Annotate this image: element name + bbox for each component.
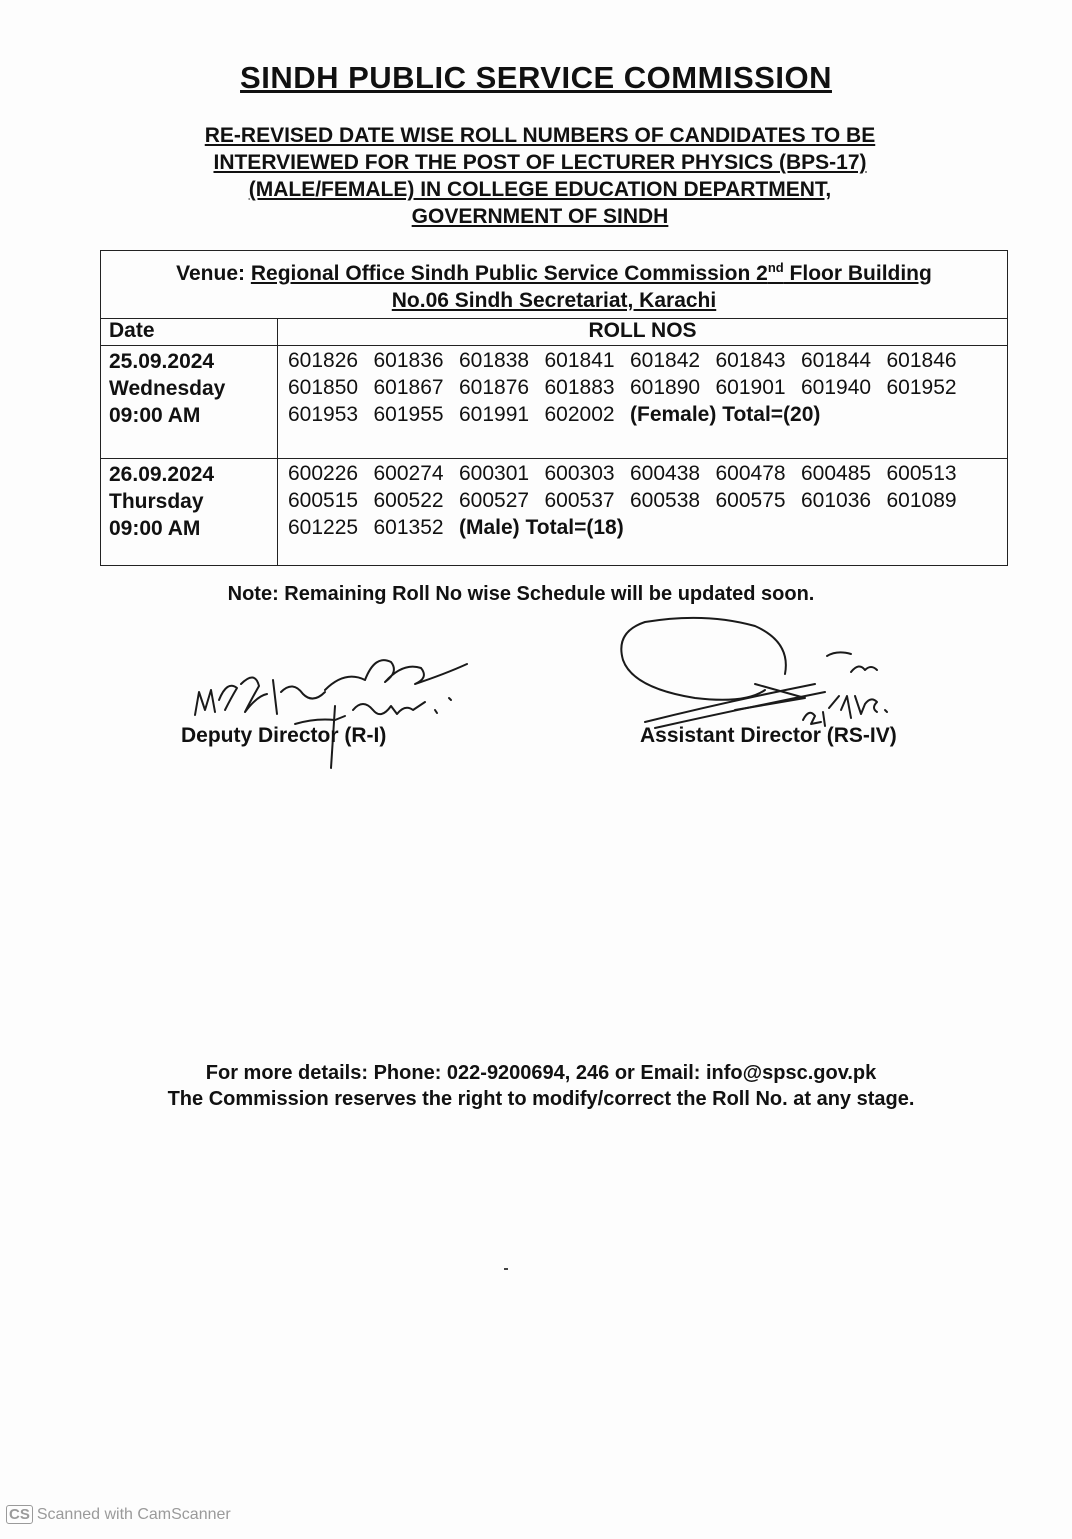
subtitle-line-3: (MALE/FEMALE) IN COLLEGE EDUCATION DEPARTMENT, [248,178,832,201]
interview-time: 09:00 AM [109,517,201,540]
roll-numbers-list [288,347,1007,428]
roll-number: 600485 [801,462,872,485]
roll-number: 601867 [373,376,444,399]
venue-cell [101,251,1008,319]
roll-number: 600478 [715,462,786,485]
roll-numbers-cell [278,459,1008,566]
roll-number: 601883 [544,376,615,399]
assistant-director-signature [615,612,915,742]
deputy-director-label: Deputy Director (R-I) [181,724,387,747]
interview-date: 26.09.2024 [109,463,215,486]
roll-number: 601876 [459,376,530,399]
venue-address-line-1: Regional Office Sindh Public Service Commission 2nd Floor Building [250,260,932,285]
subtitle-line-2: INTERVIEWED FOR THE POST OF LECTURER PHYSICS (BPS-17) [213,151,867,174]
roll-number: 600303 [544,462,615,485]
interview-date: 25.09.2024 [109,350,215,373]
roll-numbers-list [288,460,1007,541]
roll-number: 600537 [544,489,615,512]
roll-number: 601901 [715,376,786,399]
roll-number: 601036 [801,489,872,512]
roll-number: 602002 [544,403,615,426]
schedule-note: Note: Remaining Roll No wise Schedule will be updated soon. [227,583,815,605]
roll-total-summary: (Female) Total=(20) [630,403,821,426]
roll-number: 600226 [288,462,359,485]
roll-number: 601225 [288,516,359,539]
roll-number: 600575 [715,489,786,512]
roll-number: 601991 [459,403,530,426]
roll-number: 601838 [459,349,530,372]
date-cell [101,346,278,459]
roll-number: 600301 [459,462,530,485]
interview-day: Thursday [109,490,204,513]
roll-number: 601843 [715,349,786,372]
roll-number: 601846 [886,349,957,372]
interview-schedule-table [100,250,1008,566]
venue-label: Venue: [176,262,245,285]
roll-number: 601089 [886,489,957,512]
camscanner-logo-icon: CS [6,1505,33,1524]
table-row [101,459,1008,566]
interview-day: Wednesday [109,377,226,400]
venue-address-line-2: No.06 Sindh Secretariat, Karachi [391,289,717,312]
contact-footer [0,1060,1072,1112]
roll-number: 600274 [373,462,444,485]
table-row [101,346,1008,459]
scanner-watermark [6,1505,231,1524]
column-header-date: Date [101,319,278,346]
roll-number: 600438 [630,462,701,485]
roll-number: 601940 [801,376,872,399]
roll-number: 600527 [459,489,530,512]
page-title: SINDH PUBLIC SERVICE COMMISSION [240,60,832,95]
roll-number: 601841 [544,349,615,372]
column-header-roll-nos: ROLL NOS [278,319,1008,346]
roll-number: 601836 [373,349,444,372]
roll-number: 600538 [630,489,701,512]
assistant-director-label: Assistant Director (RS-IV) [640,724,897,747]
roll-number: 600522 [373,489,444,512]
scanner-watermark-text: Scanned with CamScanner [36,1506,231,1523]
disclaimer-line: The Commission reserves the right to modify/correct the Roll No. at any stage. [167,1088,915,1110]
subtitle-line-1: RE-REVISED DATE WISE ROLL NUMBERS OF CANDIDATES TO BE [204,124,876,147]
roll-total-summary: (Male) Total=(18) [459,516,624,539]
roll-number: 601850 [288,376,359,399]
scan-speck [504,1268,508,1270]
roll-number: 601844 [801,349,872,372]
roll-number: 600515 [288,489,359,512]
roll-number: 601826 [288,349,359,372]
roll-number: 601890 [630,376,701,399]
roll-number: 600513 [886,462,957,485]
roll-number: 601955 [373,403,444,426]
deputy-director-signature [185,640,485,770]
roll-number: 601842 [630,349,701,372]
roll-number: 601952 [886,376,957,399]
contact-line: For more details: Phone: 022-9200694, 246 or Email: info@spsc.gov.pk [205,1062,877,1084]
date-cell [101,459,278,566]
notice-subtitle [150,122,930,230]
interview-time: 09:00 AM [109,404,201,427]
roll-number: 601953 [288,403,359,426]
subtitle-line-4: GOVERNMENT OF SINDH [411,205,669,228]
roll-number: 601352 [373,516,444,539]
roll-numbers-cell [278,346,1008,459]
